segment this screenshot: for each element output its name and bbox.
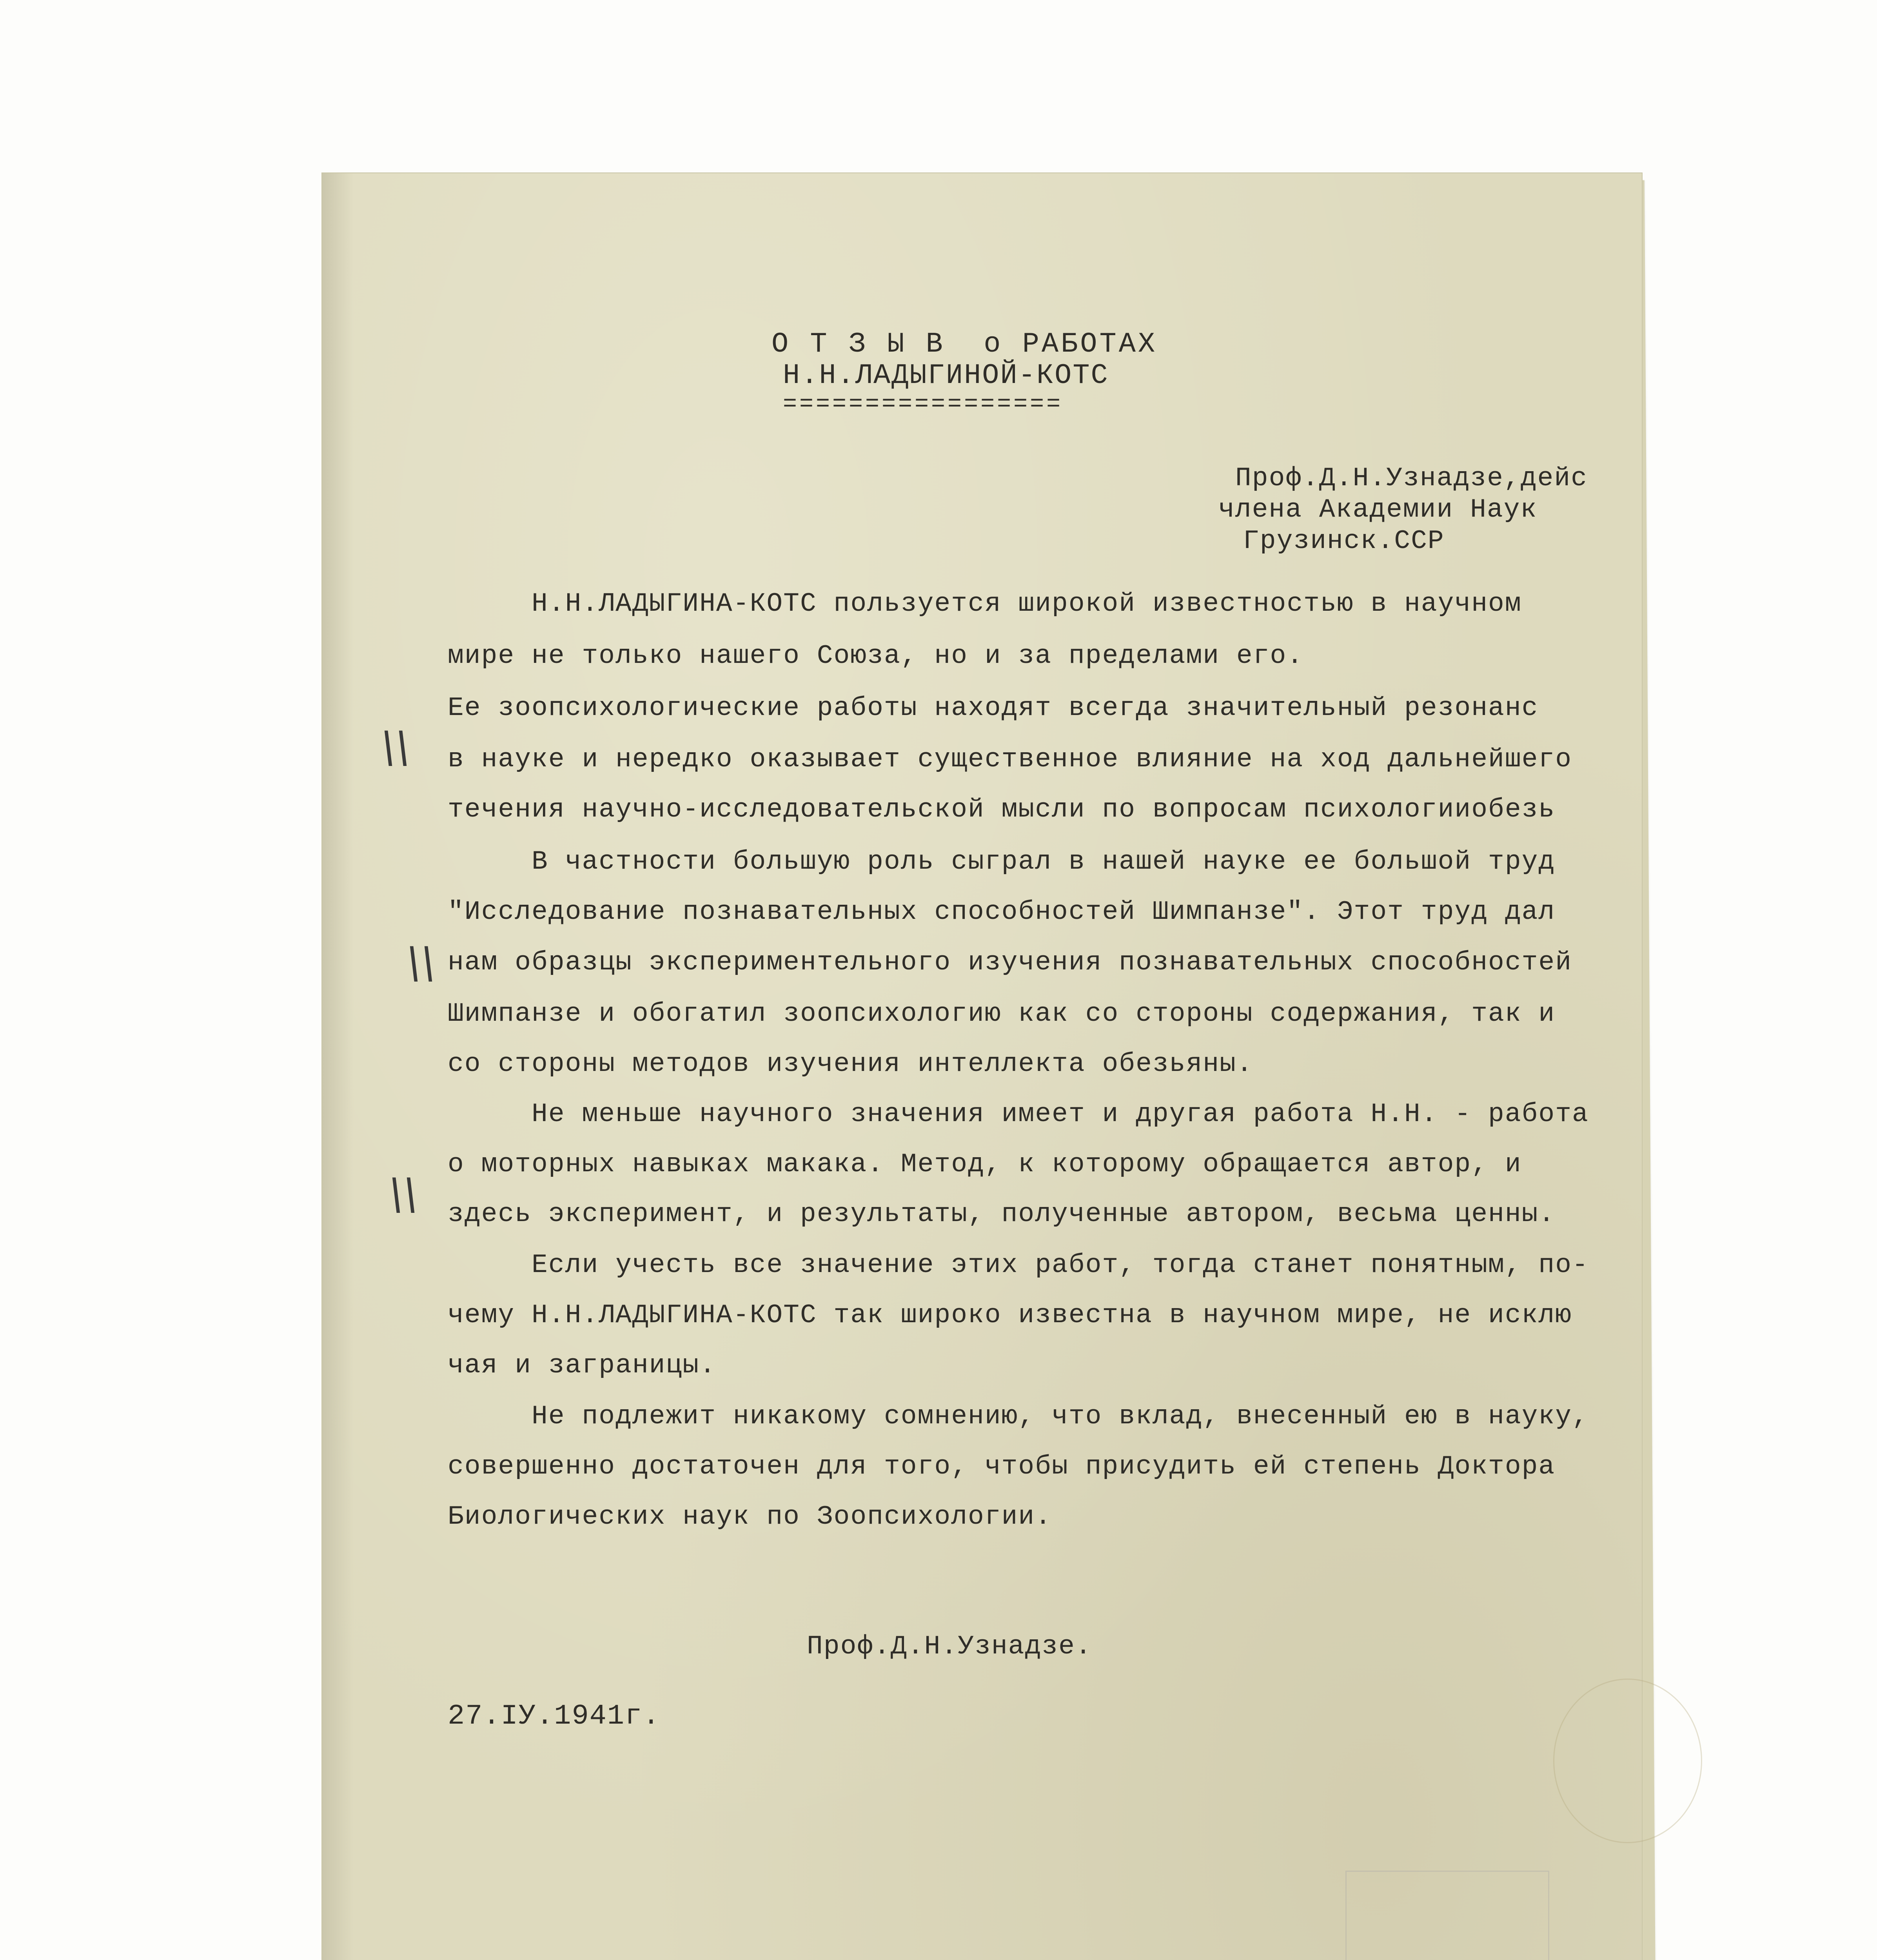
left-fold-shadow (322, 173, 354, 1960)
document-title: О Т З Ы В о РАБОТАХ (771, 328, 1158, 360)
body-line: течения научно-исследовательской мысли по вопросам психологииобезь (448, 795, 1556, 825)
author-line-2: члена Академии Наук (1218, 495, 1538, 525)
body-line: Н.Н.ЛАДЫГИНА-КОТС пользуется широкой известностью в научном (448, 589, 1522, 619)
body-line: нам образцы экспериментельного изучения познавательных способностей (448, 947, 1572, 978)
body-line: Ее зоопсихологические работы находят всегда значительный резонанс (448, 693, 1539, 723)
author-line-1: Проф.Д.Н.Узнадзе,дейс (1235, 463, 1588, 494)
document-date: 27.IУ.1941г. (448, 1700, 661, 1732)
margin-mark: \\ (389, 1169, 418, 1219)
body-line: здесь эксперимент, и результаты, полученные автором, весьма ценны. (448, 1199, 1556, 1229)
body-line: чему Н.Н.ЛАДЫГИНА-КОТС так широко известна в научном мире, не исклю (448, 1300, 1572, 1330)
body-line: мире не только нашего Союза, но и за пределами его. (448, 641, 1304, 671)
body-line: со стороны методов изучения интеллекта обезьяны. (448, 1049, 1253, 1079)
author-line-3: Грузинск.ССР (1243, 526, 1445, 556)
water-stain (1553, 1679, 1702, 1843)
margin-mark: \\ (407, 938, 436, 988)
body-line: Шимпанзе и обогатил зоопсихологию как со стороны содержания, так и (448, 999, 1556, 1029)
body-line: Не меньше научного значения имеет и другая работа Н.Н. - работа (448, 1099, 1589, 1129)
title-underline: ================= (783, 391, 1063, 418)
margin-mark: \\ (381, 722, 410, 772)
body-line: чая и заграницы. (448, 1350, 716, 1381)
document-page (321, 172, 1643, 1960)
body-line: В частности большую роль сыграл в нашей науке ее большой труд (448, 847, 1556, 877)
body-line: совершенно достаточен для того, чтобы присудить ей степень Доктора (448, 1452, 1556, 1482)
body-line: о моторных навыках макака. Метод, к которому обращается автор, и (448, 1149, 1522, 1180)
body-line: Не подлежит никакому сомнению, что вклад, внесенный ею в науку, (448, 1401, 1589, 1432)
body-line: в науке и нередко оказывает существенное влияние на ход дальнейшего (448, 744, 1572, 775)
body-line: Если учесть все значение этих работ, тогда станет понятным, по- (448, 1250, 1589, 1280)
body-line: Биологических наук по Зоопсихологии. (448, 1502, 1052, 1532)
archive-stamp (1345, 1871, 1549, 1960)
body-line: "Исследование познавательных способностей Шимпанзе". Этот труд дал (448, 897, 1556, 927)
document-subtitle: Н.Н.ЛАДЫГИНОЙ-КОТС (783, 359, 1109, 392)
closing-signature: Проф.Д.Н.Узнадзе. (807, 1632, 1092, 1662)
